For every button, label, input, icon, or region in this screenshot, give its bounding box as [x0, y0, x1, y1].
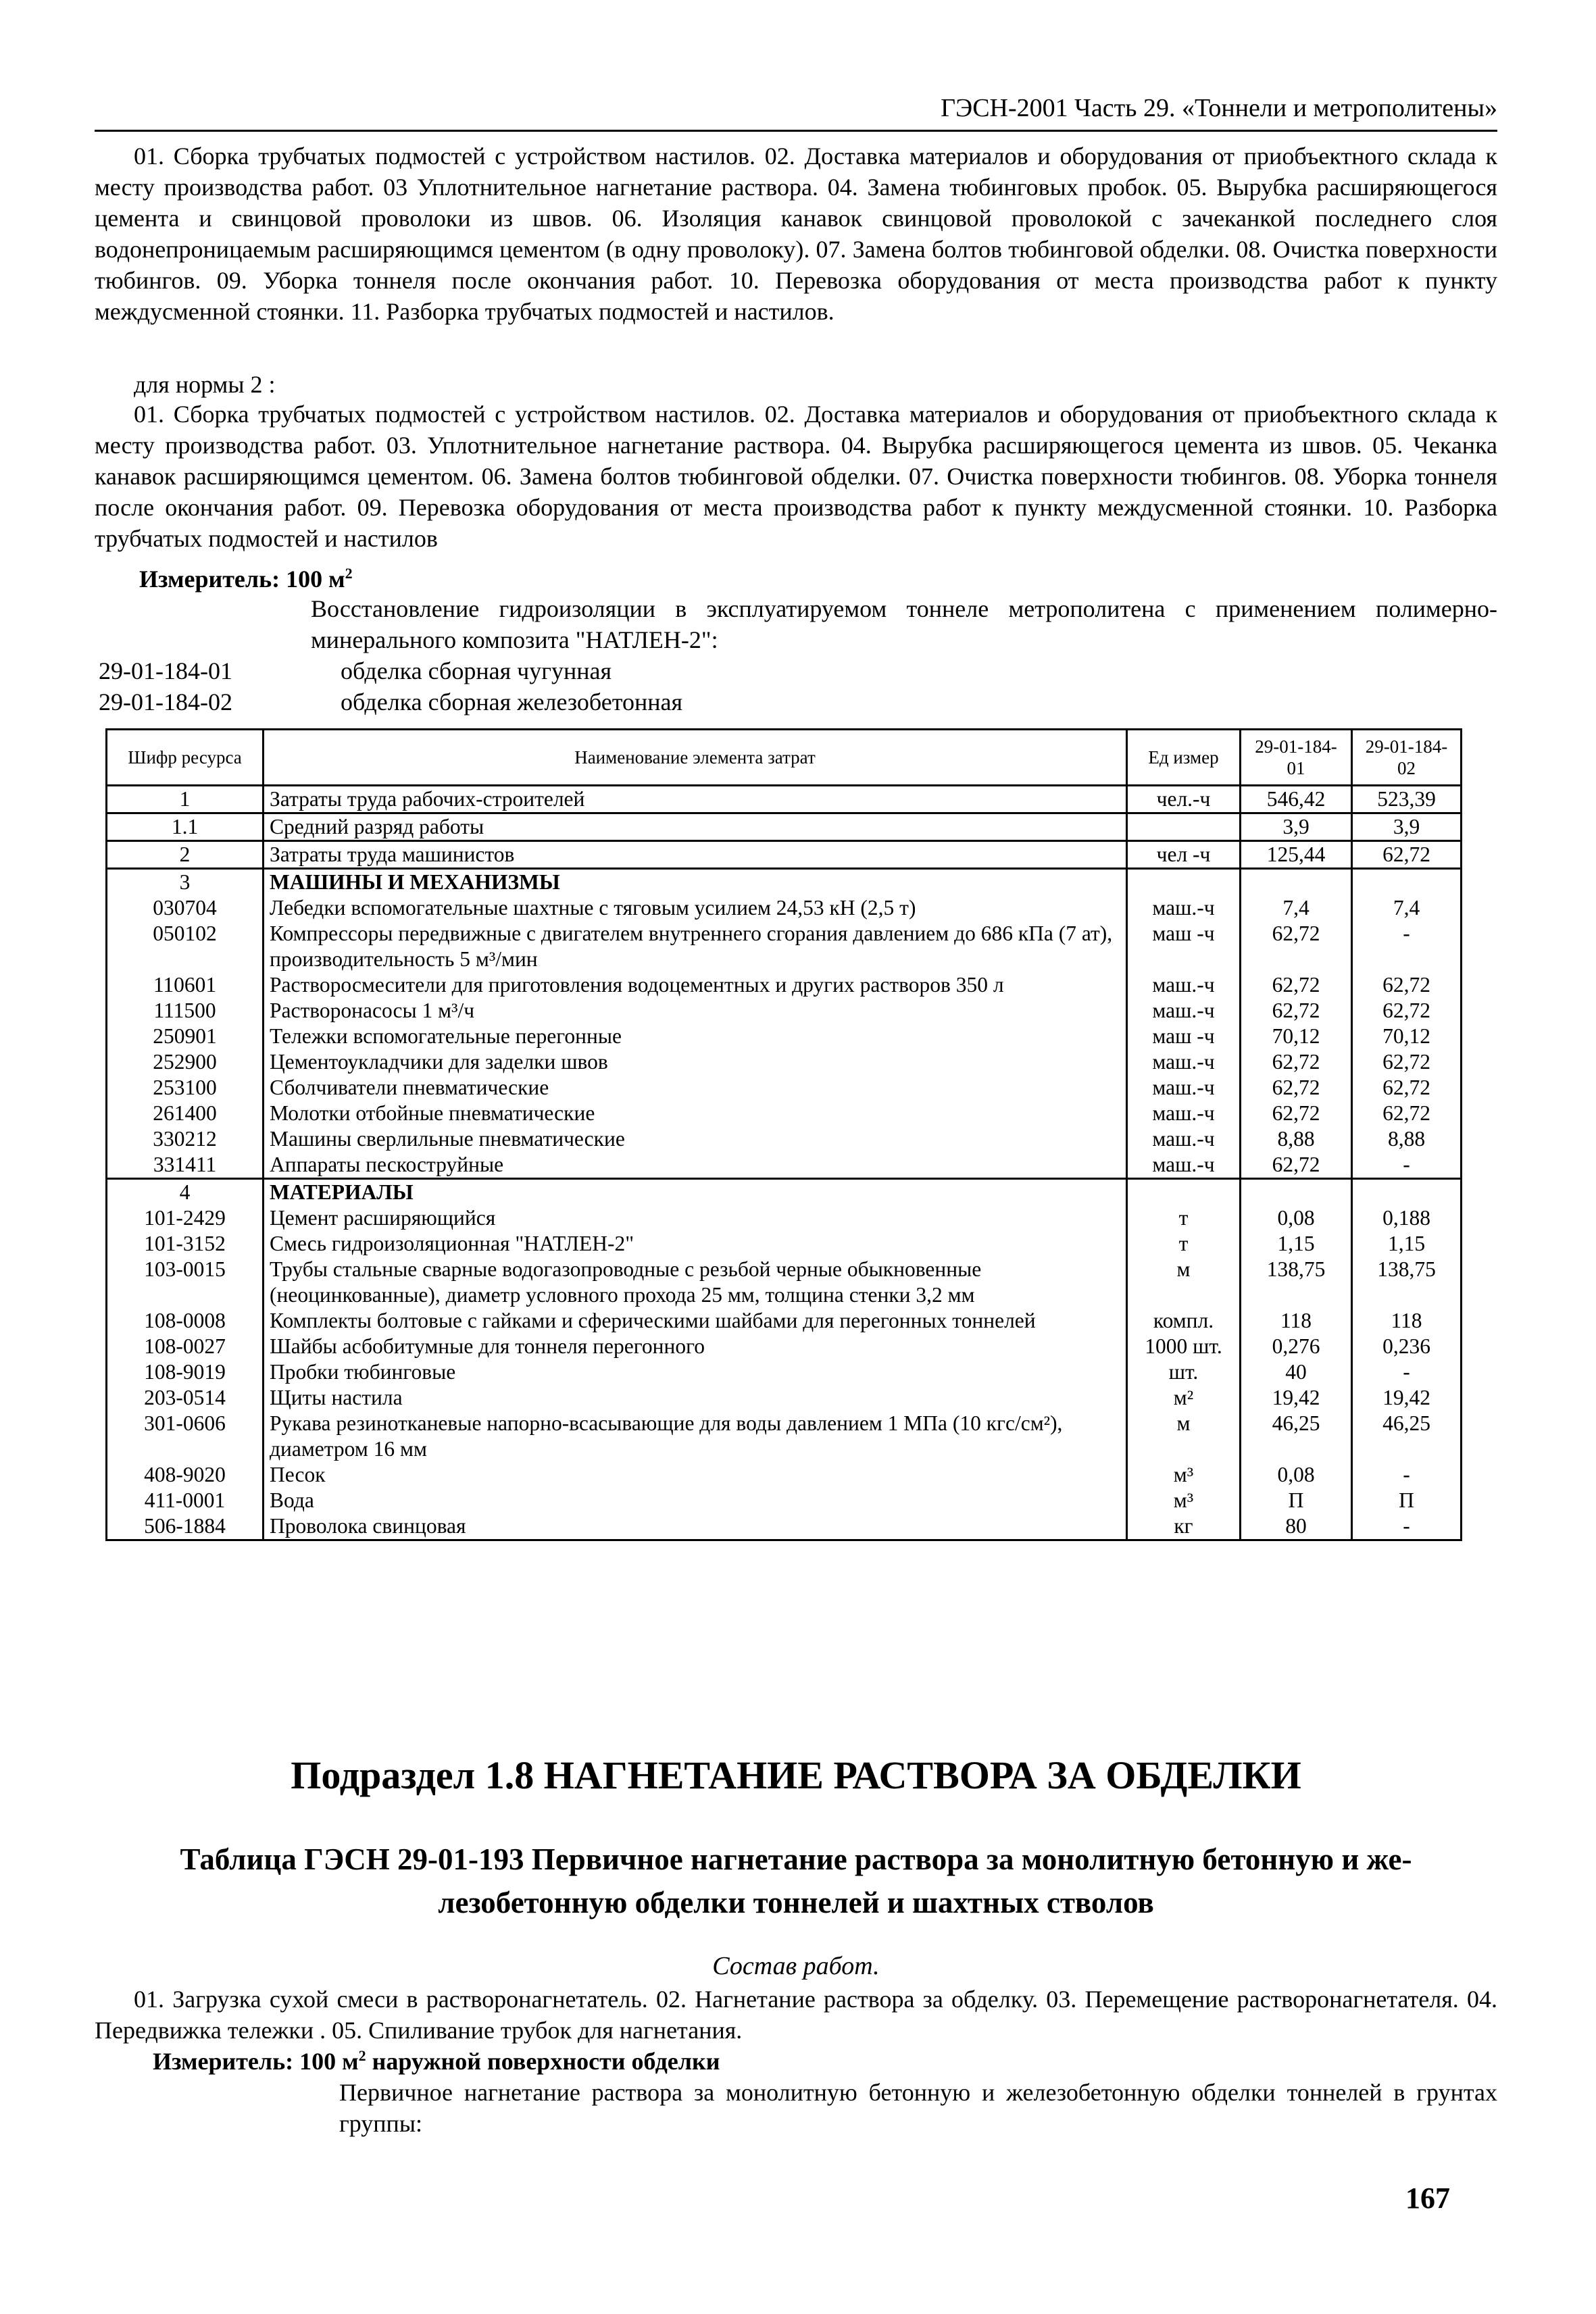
cell-value-2: 7,4 [1352, 895, 1462, 921]
cell-unit: маш.-ч [1127, 1126, 1241, 1152]
table-row [107, 1049, 1462, 1075]
table-row [107, 1359, 1462, 1385]
cell-unit: маш -ч [1127, 1024, 1241, 1049]
cell-unit: м³ [1127, 1462, 1241, 1488]
cell-name: Цемент расширяющийся [264, 1205, 1127, 1231]
cell-value-2: 523,39 [1352, 786, 1462, 813]
cell-value-2: 0,188 [1352, 1205, 1462, 1231]
cell-value-1 [1241, 1179, 1352, 1206]
cell-code: 111500 [107, 998, 264, 1024]
cell-value-1: 80 [1241, 1513, 1352, 1540]
table-row [107, 1126, 1462, 1152]
header-rule [95, 130, 1497, 132]
cell-code: 030704 [107, 895, 264, 921]
cell-value-2: 3,9 [1352, 813, 1462, 841]
norm-code-1: 29-01-184-01 [99, 657, 232, 684]
cell-value-1: 8,88 [1241, 1126, 1352, 1152]
cell-value-1: 1,15 [1241, 1231, 1352, 1257]
cell-code: 261400 [107, 1101, 264, 1126]
cell-code: 108-0008 [107, 1308, 264, 1334]
work-composition-heading: Состав работ. [712, 1952, 880, 1980]
cell-value-2: 0,236 [1352, 1334, 1462, 1359]
cell-name: Аппараты пескоструйные [264, 1152, 1127, 1179]
cell-value-2: 70,12 [1352, 1024, 1462, 1049]
norm-desc-1: обделка сборная чугунная [341, 657, 612, 684]
cell-value-1: 118 [1241, 1308, 1352, 1334]
measure-label: Измеритель: [139, 565, 280, 593]
cell-name: Трубы стальные сварные водогазопроводные с резьбой черные обыкновенные (неоцинкованные), диаметр условного прохода 25 мм, толщина стенки 3,2 мм [264, 1257, 1127, 1308]
cell-code: 250901 [107, 1024, 264, 1049]
table-title-line-2: лезобетонную обделки тоннелей и шахтных стволов [438, 1886, 1154, 1919]
cell-value-2: 19,42 [1352, 1385, 1462, 1411]
cell-code: 1 [107, 786, 264, 813]
table-row [107, 921, 1462, 972]
cell-value-2: 62,72 [1352, 841, 1462, 869]
header-norm-1: 29-01-184-01 [1241, 730, 1352, 786]
measure-line-2 [153, 2046, 1437, 2077]
measure-value: 100 м [286, 565, 345, 593]
table-row [107, 1334, 1462, 1359]
cell-value-1: 62,72 [1241, 1075, 1352, 1101]
measure-sup: 2 [345, 565, 353, 582]
cell-unit: маш.-ч [1127, 998, 1241, 1024]
table-row [107, 972, 1462, 998]
table-row [107, 1231, 1462, 1257]
cell-name: Проволока свинцовая [264, 1513, 1127, 1540]
cell-value-2: - [1352, 1152, 1462, 1179]
table-row [107, 1411, 1462, 1462]
cell-value-2: 1,15 [1352, 1231, 1462, 1257]
cell-value-2: - [1352, 1513, 1462, 1540]
cell-value-1: 0,08 [1241, 1205, 1352, 1231]
cell-value-1: 62,72 [1241, 998, 1352, 1024]
table-row [107, 1308, 1462, 1334]
cell-code: 110601 [107, 972, 264, 998]
cell-name: Машины сверлильные пневматические [264, 1126, 1127, 1152]
cell-code: 330212 [107, 1126, 264, 1152]
cell-name: Смесь гидроизоляционная "НАТЛЕН-2" [264, 1231, 1127, 1257]
cell-value-1: 62,72 [1241, 972, 1352, 998]
cell-value-1: 62,72 [1241, 1152, 1352, 1179]
cell-code: 252900 [107, 1049, 264, 1075]
table-row [107, 841, 1462, 869]
cell-unit [1127, 869, 1241, 896]
cell-value-1: 19,42 [1241, 1385, 1352, 1411]
cell-unit: 1000 шт. [1127, 1334, 1241, 1359]
restore-description: Восстановление гидроизоляции в эксплуатируемом тоннеле метрополитена с применением полимерно-минерального композита "НАТЛЕН-2": [311, 595, 1497, 653]
table-row [107, 813, 1462, 841]
cell-name: Лебедки вспомогательные шахтные с тяговым усилием 24,53 кН (2,5 т) [264, 895, 1127, 921]
cell-value-2: - [1352, 921, 1462, 972]
cell-value-2 [1352, 869, 1462, 896]
work-composition-norm1: 01. Сборка трубчатых подмостей с устройством настилов. 02. Доставка материалов и оборудования от приобъектного склада к месту производства работ. 03 Уплотнительное нагнетание раствора. 04. Замена тюбинговых пробок. 05. Вырубка расширяющегося цемента и свинцовой проволоки из швов. 06. Изоляция канавок свинцовой проволокой с зачеканкой последнего слоя водонепроницаемым расширяющимся цементом (в одну проволоку). 07. Замена болтов тюбинговой обделки. 08. Очистка поверхности тюбингов. 09. Уборка тоннеля после окончания работ. 10. Перевозка оборудования от места производства работ к пункту междусменной стоянки. 11. Разборка трубчатых подмостей и настилов. [95, 143, 1497, 325]
cell-name: Рукава резинотканевые напорно-всасывающие для воды давлением 1 МПа (10 кгс/см²), диаметром 16 мм [264, 1411, 1127, 1462]
cell-code: 506-1884 [107, 1513, 264, 1540]
table-row [107, 1205, 1462, 1231]
cell-code: 103-0015 [107, 1257, 264, 1308]
cell-unit: м [1127, 1257, 1241, 1308]
cell-code: 411-0001 [107, 1488, 264, 1513]
cell-value-1: 0,08 [1241, 1462, 1352, 1488]
cell-unit: маш.-ч [1127, 1101, 1241, 1126]
cell-unit: т [1127, 1231, 1241, 1257]
measure-value-2: 100 м [299, 2048, 359, 2075]
cell-name: Комплекты болтовые с гайками и сферическими шайбами для перегонных тоннелей [264, 1308, 1127, 1334]
cell-value-1: 138,75 [1241, 1257, 1352, 1308]
cell-name: Молотки отбойные пневматические [264, 1101, 1127, 1126]
cell-name: Песок [264, 1462, 1127, 1488]
cell-value-2: 118 [1352, 1308, 1462, 1334]
norm-code-2: 29-01-184-02 [99, 688, 232, 715]
cell-unit: м [1127, 1411, 1241, 1462]
cell-value-1: 62,72 [1241, 1101, 1352, 1126]
table-row [107, 1024, 1462, 1049]
measure-line [139, 563, 815, 595]
cell-value-2: 62,72 [1352, 972, 1462, 998]
norm2-label: для нормы 2 : [134, 371, 276, 398]
cell-code: 108-9019 [107, 1359, 264, 1385]
table-row [107, 998, 1462, 1024]
cell-value-2: 62,72 [1352, 1101, 1462, 1126]
cell-unit: маш.-ч [1127, 972, 1241, 998]
final-description: Первичное нагнетание раствора за монолитную бетонную и железобетонную обделки тоннелей в грунтах группы: [339, 2079, 1497, 2137]
table-row [107, 1513, 1462, 1540]
work-composition-norm2: 01. Сборка трубчатых подмостей с устройством настилов. 02. Доставка материалов и оборудования от приобъектного склада к месту производства работ. 03. Уплотнительное нагнетание раствора. 04. Вырубка расширяющегося цемента из швов. 05. Чеканка канавок расширяющимся цементом. 06. Замена болтов тюбинговой обделки. 07. Очистка поверхности тюбингов. 08. Уборка тоннеля после окончания работ. 09. Перевозка оборудования от места производства работ к пункту междусменной стоянки. 10. Разборка трубчатых подмостей и настилов [95, 401, 1497, 552]
table-row [107, 786, 1462, 813]
cell-name: Пробки тюбинговые [264, 1359, 1127, 1385]
cell-value-1: П [1241, 1488, 1352, 1513]
page-header: ГЭСН-2001 Часть 29. «Тоннели и метрополитены» [941, 94, 1497, 122]
cell-value-1: 125,44 [1241, 841, 1352, 869]
table-row [107, 869, 1462, 896]
cell-unit: маш.-ч [1127, 1152, 1241, 1179]
cell-value-1 [1241, 869, 1352, 896]
cell-unit: м³ [1127, 1488, 1241, 1513]
cell-unit: маш.-ч [1127, 1049, 1241, 1075]
cell-code: 301-0606 [107, 1411, 264, 1462]
table-row [107, 1179, 1462, 1206]
cell-unit: чел -ч [1127, 841, 1241, 869]
table-header-row [107, 730, 1462, 786]
cell-name: Средний разряд работы [264, 813, 1127, 841]
table-row [107, 1075, 1462, 1101]
cell-code: 1.1 [107, 813, 264, 841]
cell-name: МАТЕРИАЛЫ [264, 1179, 1127, 1206]
cell-name: Растворосмесители для приготовления водоцементных и других растворов 350 л [264, 972, 1127, 998]
cell-name: Компрессоры передвижные с двигателем внутреннего сгорания давлением до 686 кПа (7 ат), производительность 5 м³/мин [264, 921, 1127, 972]
cell-name: Вода [264, 1488, 1127, 1513]
measure-value-2-tail: наружной поверхности обделки [366, 2048, 720, 2075]
resource-table [105, 728, 1462, 1541]
cell-name: Тележки вспомогательные перегонные [264, 1024, 1127, 1049]
cell-unit: чел.-ч [1127, 786, 1241, 813]
cell-value-2: 138,75 [1352, 1257, 1462, 1308]
cell-value-1: 62,72 [1241, 1049, 1352, 1075]
cell-name: Шайбы асбобитумные для тоннеля перегонного [264, 1334, 1127, 1359]
cell-value-1: 62,72 [1241, 921, 1352, 972]
measure-sup-2: 2 [358, 2047, 366, 2064]
cell-unit: маш.-ч [1127, 895, 1241, 921]
cell-code: 253100 [107, 1075, 264, 1101]
table-row [107, 1462, 1462, 1488]
cell-code: 4 [107, 1179, 264, 1206]
cell-name: Щиты настила [264, 1385, 1127, 1411]
cell-code: 203-0514 [107, 1385, 264, 1411]
header-unit: Ед измер [1127, 730, 1241, 786]
subsection-title: Подраздел 1.8 НАГНЕТАНИЕ РАСТВОРА ЗА ОБДЕЛКИ [291, 1753, 1301, 1797]
header-norm-2: 29-01-184-02 [1352, 730, 1462, 786]
table-row [107, 1488, 1462, 1513]
cell-value-1: 46,25 [1241, 1411, 1352, 1462]
cell-unit: т [1127, 1205, 1241, 1231]
cell-value-2: 62,72 [1352, 998, 1462, 1024]
measure-label-2: Измеритель: [153, 2048, 294, 2075]
table-row [107, 895, 1462, 921]
cell-unit [1127, 1179, 1241, 1206]
page-number: 167 [1405, 2182, 1450, 2215]
cell-name: Растворонасосы 1 м³/ч [264, 998, 1127, 1024]
cell-name: Цементоукладчики для заделки швов [264, 1049, 1127, 1075]
cell-unit: кг [1127, 1513, 1241, 1540]
cell-unit: маш.-ч [1127, 1075, 1241, 1101]
cell-value-1: 3,9 [1241, 813, 1352, 841]
cell-value-1: 546,42 [1241, 786, 1352, 813]
cell-unit: маш -ч [1127, 921, 1241, 972]
cell-code: 3 [107, 869, 264, 896]
cell-code: 331411 [107, 1152, 264, 1179]
cell-value-2: - [1352, 1462, 1462, 1488]
cell-value-2 [1352, 1179, 1462, 1206]
cell-code: 2 [107, 841, 264, 869]
cell-value-1: 7,4 [1241, 895, 1352, 921]
table-body [107, 786, 1462, 1540]
cell-value-2: 46,25 [1352, 1411, 1462, 1462]
cell-unit: шт. [1127, 1359, 1241, 1385]
cell-name: Сболчиватели пневматические [264, 1075, 1127, 1101]
table-row [107, 1152, 1462, 1179]
cell-name: МАШИНЫ И МЕХАНИЗМЫ [264, 869, 1127, 896]
cell-code: 108-0027 [107, 1334, 264, 1359]
cell-unit: м² [1127, 1385, 1241, 1411]
cell-value-2: - [1352, 1359, 1462, 1385]
norm-desc-2: обделка сборная железобетонная [341, 688, 683, 715]
cell-unit [1127, 813, 1241, 841]
table-row [107, 1385, 1462, 1411]
table-row [107, 1257, 1462, 1308]
cell-value-1: 0,276 [1241, 1334, 1352, 1359]
cell-code: 408-9020 [107, 1462, 264, 1488]
cell-value-2: П [1352, 1488, 1462, 1513]
cell-code: 101-3152 [107, 1231, 264, 1257]
header-name: Наименование элемента затрат [264, 730, 1127, 786]
table-row [107, 1101, 1462, 1126]
cell-name: Затраты труда рабочих-строителей [264, 786, 1127, 813]
cell-value-2: 62,72 [1352, 1075, 1462, 1101]
header-code: Шифр ресурса [107, 730, 264, 786]
cell-value-2: 62,72 [1352, 1049, 1462, 1075]
cell-value-2: 8,88 [1352, 1126, 1462, 1152]
cell-value-1: 40 [1241, 1359, 1352, 1385]
work-composition-text: 01. Загрузка сухой смеси в растворонагнетатель. 02. Нагнетание раствора за обделку. 03. Перемещение растворонагнетателя. 04. Передвижка тележки . 05. Спиливание трубок для нагнетания. [95, 1986, 1497, 2044]
cell-code: 050102 [107, 921, 264, 972]
cell-unit: компл. [1127, 1308, 1241, 1334]
cell-name: Затраты труда машинистов [264, 841, 1127, 869]
cell-value-1: 70,12 [1241, 1024, 1352, 1049]
cell-code: 101-2429 [107, 1205, 264, 1231]
table-title-line-1: Таблица ГЭСН 29-01-193 Первичное нагнетание раствора за монолитную бетонную и же- [180, 1842, 1412, 1876]
